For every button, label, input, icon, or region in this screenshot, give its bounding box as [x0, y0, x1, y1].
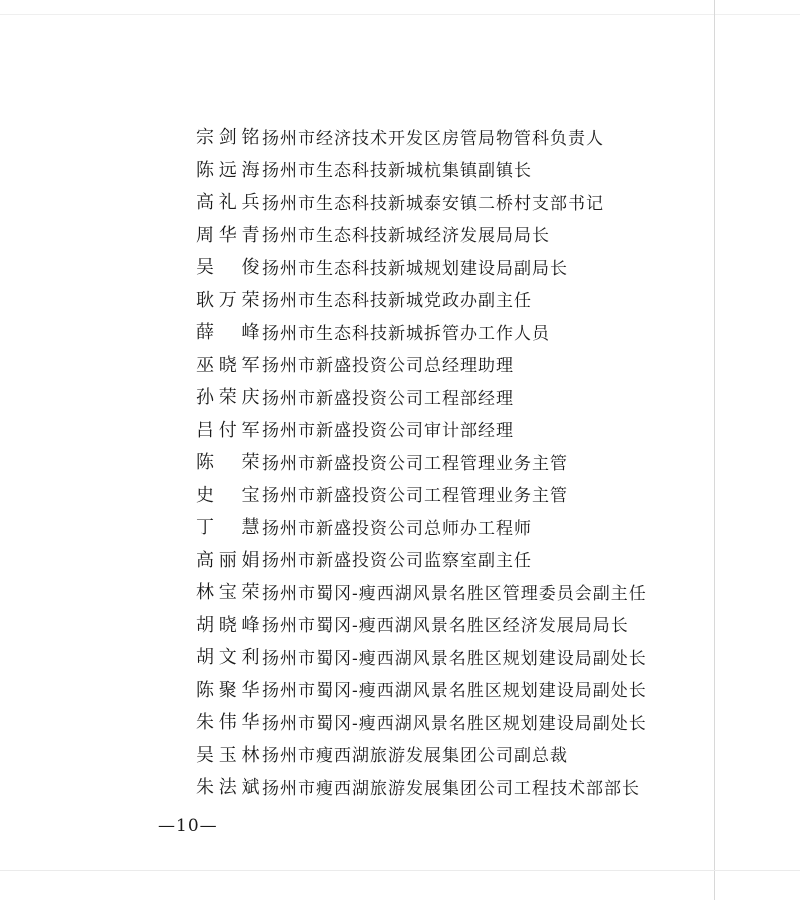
list-item — [196, 250, 647, 283]
person-name: 吴玉林 — [196, 744, 260, 766]
scan-edge-right — [714, 0, 715, 900]
person-name: 孙荣庆 — [196, 387, 260, 409]
person-title: 扬州市新盛投资公司总师办工程师 — [262, 518, 532, 539]
person-name: 周华青 — [196, 224, 260, 246]
list-item — [196, 608, 647, 641]
person-title: 扬州市蜀冈-瘦西湖风景名胜区经济发展局局长 — [262, 616, 629, 637]
person-name: 史 宝 — [196, 484, 260, 506]
person-name: 朱伟华 — [196, 712, 260, 734]
list-item — [196, 315, 647, 348]
person-name: 胡文利 — [196, 647, 260, 669]
person-name: 陈 荣 — [196, 452, 260, 474]
list-item — [196, 478, 647, 511]
person-name: 陈聚华 — [196, 679, 260, 701]
person-title: 扬州市蜀冈-瘦西湖风景名胜区规划建设局副处长 — [262, 713, 647, 734]
person-title: 扬州市生态科技新城规划建设局副局长 — [262, 258, 568, 279]
person-title: 扬州市生态科技新城经济发展局局长 — [262, 226, 550, 247]
person-name: 林宝荣 — [196, 582, 260, 604]
list-item — [196, 348, 647, 381]
personnel-list — [196, 120, 647, 803]
list-item — [196, 738, 647, 771]
person-title: 扬州市经济技术开发区房管局物管科负责人 — [262, 128, 604, 149]
person-name: 陈远海 — [196, 159, 260, 181]
list-item — [196, 575, 647, 608]
person-title: 扬州市蜀冈-瘦西湖风景名胜区规划建设局副处长 — [262, 681, 647, 702]
list-item — [196, 283, 647, 316]
person-title: 扬州市新盛投资公司审计部经理 — [262, 421, 514, 442]
list-item — [196, 543, 647, 576]
list-item — [196, 640, 647, 673]
person-title: 扬州市新盛投资公司工程管理业务主管 — [262, 486, 568, 507]
person-name: 高礼兵 — [196, 192, 260, 214]
person-name: 朱法斌 — [196, 777, 260, 799]
scan-edge-bottom — [0, 870, 800, 871]
person-title: 扬州市瘦西湖旅游发展集团公司副总裁 — [262, 746, 568, 767]
list-item — [196, 218, 647, 251]
list-item — [196, 445, 647, 478]
list-item — [196, 705, 647, 738]
person-title: 扬州市新盛投资公司总经理助理 — [262, 356, 514, 377]
person-title: 扬州市蜀冈-瘦西湖风景名胜区规划建设局副处长 — [262, 648, 647, 669]
list-item — [196, 120, 647, 153]
person-title: 扬州市新盛投资公司工程部经理 — [262, 388, 514, 409]
list-item — [196, 413, 647, 446]
person-title: 扬州市瘦西湖旅游发展集团公司工程技术部部长 — [262, 778, 640, 799]
list-item — [196, 510, 647, 543]
list-item — [196, 185, 647, 218]
person-name: 吴 俊 — [196, 257, 260, 279]
person-name: 丁 慧 — [196, 517, 260, 539]
person-title: 扬州市新盛投资公司工程管理业务主管 — [262, 453, 568, 474]
person-name: 宗剑铭 — [196, 127, 260, 149]
list-item — [196, 770, 647, 803]
person-name: 巫晓军 — [196, 354, 260, 376]
person-name: 高丽娟 — [196, 549, 260, 571]
list-item — [196, 153, 647, 186]
person-title: 扬州市蜀冈-瘦西湖风景名胜区管理委员会副主任 — [262, 583, 647, 604]
person-title: 扬州市生态科技新城杭集镇副镇长 — [262, 161, 532, 182]
person-name: 耿万荣 — [196, 289, 260, 311]
person-title: 扬州市生态科技新城党政办副主任 — [262, 291, 532, 312]
person-title: 扬州市新盛投资公司监察室副主任 — [262, 551, 532, 572]
scan-edge-top — [0, 14, 800, 15]
person-name: 薛 峰 — [196, 322, 260, 344]
person-name: 胡晓峰 — [196, 614, 260, 636]
person-title: 扬州市生态科技新城拆管办工作人员 — [262, 323, 550, 344]
list-item — [196, 673, 647, 706]
person-name: 吕付军 — [196, 419, 260, 441]
person-title: 扬州市生态科技新城泰安镇二桥村支部书记 — [262, 193, 604, 214]
page-number: —10— — [158, 816, 218, 836]
list-item — [196, 380, 647, 413]
